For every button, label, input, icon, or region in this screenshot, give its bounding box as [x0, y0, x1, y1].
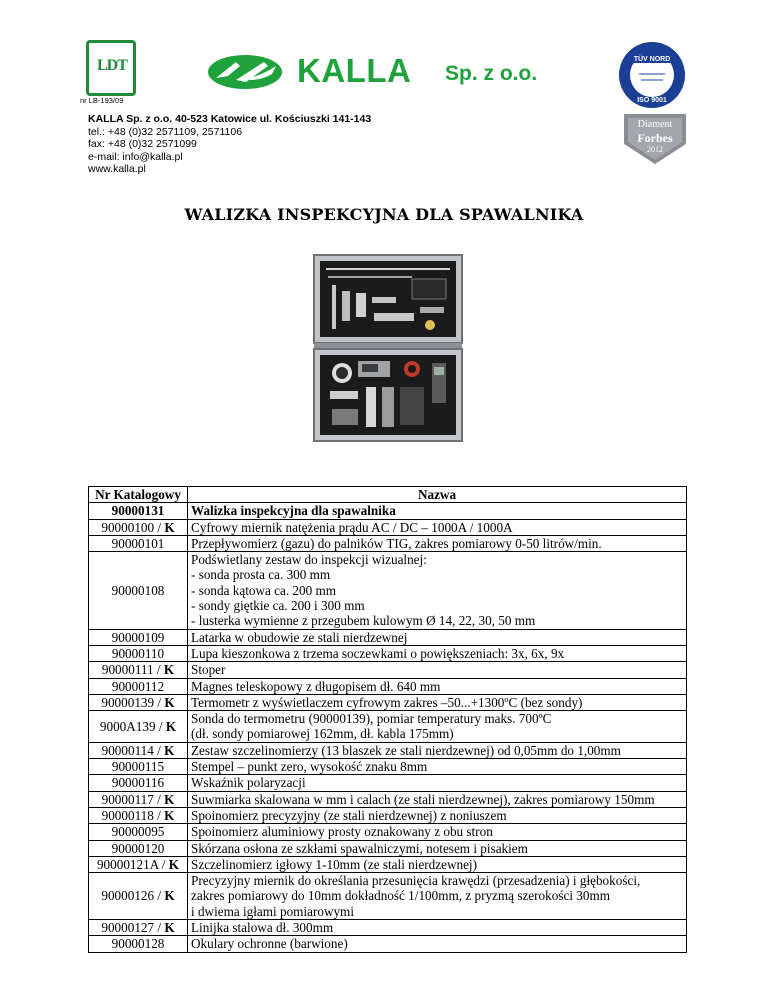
document-title: WALIZKA INSPEKCYJNA DLA SPAWALNIKA: [184, 205, 584, 224]
catalog-number: 90000110: [111, 645, 165, 661]
catalog-number: 90000115: [111, 759, 165, 775]
table-row: [89, 791, 687, 807]
catalog-number-cell: [89, 873, 188, 920]
item-name-line: Cyfrowy miernik natężenia prądu AC / DC – 1000A / 1000A: [191, 519, 513, 535]
catalog-number-cell: [89, 742, 188, 758]
catalog-number-cell: [89, 807, 188, 823]
item-name-cell: [188, 711, 687, 743]
table-row: [89, 856, 687, 872]
table-row: [89, 711, 687, 743]
item-name-cell: [188, 694, 687, 710]
catalog-number: 90000109: [111, 629, 165, 645]
catalog-number: 90000100 /: [101, 519, 165, 535]
item-name-cell: [188, 759, 687, 775]
table-row: [89, 694, 687, 710]
item-name-line: Latarka w obudowie ze stali nierdzewnej: [191, 629, 408, 645]
table-header-row: [89, 487, 687, 503]
catalog-number-cell: [89, 711, 188, 743]
item-name-line: Stempel – punkt zero, wysokość znaku 8mm: [191, 759, 428, 775]
ldt-logo: [80, 40, 138, 106]
catalog-number: 90000111 /: [101, 662, 164, 678]
item-name-line: Podświetlany zestaw do inspekcji wizualnej:: [191, 552, 427, 568]
item-name-cell: [188, 775, 687, 791]
catalog-number-cell: [89, 552, 188, 629]
item-name-line: - sondy giętkie ca. 200 i 300 mm: [191, 598, 365, 614]
catalog-k-marker: K: [163, 662, 175, 678]
tuv-bottom-text: ISO 9001: [637, 97, 667, 104]
table-row: [89, 873, 687, 920]
table-row: [89, 678, 687, 694]
catalog-k-marker: K: [165, 718, 177, 734]
item-name-line: i dwiema igłami pomiarowymi: [191, 903, 354, 919]
fax-line: fax: +48 (0)32 2571099: [88, 138, 197, 151]
item-name-line: Walizka inspekcyjna dla spawalnika: [191, 503, 396, 519]
header-name: Nazwa: [188, 487, 687, 503]
ldt-number: nr LB-193/09: [80, 96, 124, 105]
catalog-number: 90000128: [111, 936, 165, 952]
forbes-line1: Diament: [637, 119, 673, 130]
item-name-cell: [188, 807, 687, 823]
table-row: [89, 807, 687, 823]
catalog-number-cell: [89, 535, 188, 551]
table-row: [89, 645, 687, 661]
catalog-k-marker: K: [168, 856, 180, 872]
ldt-logo-frame: [86, 40, 136, 96]
brand-suffix: Sp. z o.o.: [445, 62, 538, 85]
catalog-number-cell: [89, 936, 188, 952]
item-name-line: (dł. sondy pomiarowej 162mm, dł. kabla 175mm): [191, 726, 454, 742]
tuv-iso-seal-icon: [617, 40, 687, 110]
item-name-cell: [188, 503, 687, 519]
catalog-number: 90000118 /: [101, 807, 165, 823]
company-address: [88, 113, 371, 176]
item-name-cell: [188, 662, 687, 678]
catalog-number-cell: [89, 759, 188, 775]
item-name-line: Wskaźnik polaryzacji: [191, 775, 306, 791]
kalla-leaf-logo-icon: [206, 52, 284, 92]
item-name-line: - sonda prosta ca. 300 mm: [191, 567, 331, 583]
item-name-cell: [188, 920, 687, 936]
table-row: [89, 936, 687, 952]
catalog-number-cell: [89, 678, 188, 694]
item-name-cell: [188, 552, 687, 629]
catalog-number-cell: [89, 645, 188, 661]
item-name-line: Spoinomierz precyzyjny (ze stali nierdzewnej) z noniuszem: [191, 807, 507, 823]
table-row: [89, 519, 687, 535]
catalog-k-marker: K: [164, 791, 175, 807]
catalog-number: 90000095: [111, 824, 165, 840]
catalog-number-cell: [89, 503, 188, 519]
table-row: [89, 552, 687, 629]
catalog-number: 90000101: [111, 535, 165, 551]
item-name-cell: [188, 645, 687, 661]
website-line: www.kalla.pl: [88, 163, 146, 176]
catalog-number: 90000126 /: [101, 888, 165, 904]
item-name-line: Termometr z wyświetlaczem cyfrowym zakres –50...+1300ºC (bez sondy): [191, 694, 583, 710]
item-name-line: Przepływomierz (gazu) do palników TIG, zakres pomiarowy 0-50 litrów/min.: [191, 535, 602, 551]
item-name-line: Spoinomierz aluminiowy prosty oznakowany z obu stron: [191, 824, 493, 840]
item-name-cell: [188, 742, 687, 758]
item-name-line: Precyzyjny miernik do określania przesunięcia krawędzi (przesadzenia) i głębokości,: [191, 873, 641, 889]
brand-name: KALLA: [297, 52, 412, 89]
catalog-k-marker: K: [164, 742, 175, 758]
catalog-number-cell: [89, 824, 188, 840]
inspection-case-photo-icon: [312, 253, 464, 443]
catalog-number: 90000131: [111, 503, 165, 519]
catalog-number-cell: [89, 629, 188, 645]
item-name-cell: [188, 519, 687, 535]
item-name-cell: [188, 840, 687, 856]
catalog-number: 90000120: [111, 840, 165, 856]
catalog-k-marker: K: [164, 519, 175, 535]
item-name-cell: [188, 629, 687, 645]
catalog-number-cell: [89, 662, 188, 678]
item-name-cell: [188, 791, 687, 807]
table-row: [89, 840, 687, 856]
catalog-number-cell: [89, 791, 188, 807]
catalog-number: 90000112: [111, 678, 165, 694]
phone-line: tel.: +48 (0)32 2571109, 2571106: [88, 125, 243, 138]
catalog-number: 90000117 /: [101, 791, 165, 807]
item-name-line: Zestaw szczelinomierzy (13 blaszek ze stali nierdzewnej) od 0,05mm do 1,00mm: [191, 742, 621, 758]
table-row: [89, 742, 687, 758]
item-name-line: Szczelinomierz igłowy 1-10mm (ze stali nierdzewnej): [191, 856, 477, 872]
item-name-line: Lupa kieszonkowa z trzema soczewkami o powiększeniach: 3x, 6x, 9x: [191, 645, 565, 661]
catalog-number: 90000121A /: [96, 856, 169, 872]
item-name-line: Sonda do termometru (90000139), pomiar temperatury maks. 700ºC: [191, 711, 552, 727]
item-name-cell: [188, 535, 687, 551]
company-line: KALLA Sp. z o.o. 40-523 Katowice ul. Kościuszki 141-143: [88, 113, 372, 125]
item-name-cell: [188, 678, 687, 694]
catalog-number: 90000114 /: [101, 742, 165, 758]
forbes-line2: Forbes: [637, 131, 673, 145]
table-row: [89, 920, 687, 936]
catalog-number-cell: [89, 856, 188, 872]
item-name-line: Suwmiarka skalowana w mm i calach (ze stali nierdzewnej), zakres pomiarowy 150mm: [191, 791, 655, 807]
table-row: [89, 759, 687, 775]
item-name-cell: [188, 856, 687, 872]
table-row: [89, 503, 687, 519]
tuv-top-text: TÜV NORD: [633, 56, 671, 63]
catalog-number: 9000A139 /: [99, 718, 166, 734]
email-line: e-mail: info@kalla.pl: [88, 150, 183, 163]
catalog-number: 90000108: [111, 582, 165, 598]
catalog-number-cell: [89, 775, 188, 791]
catalog-number-cell: [89, 694, 188, 710]
item-name-line: Okulary ochronne (barwione): [191, 936, 348, 952]
table-row: [89, 775, 687, 791]
catalog-number: 90000116: [111, 775, 165, 791]
catalog-k-marker: K: [164, 694, 175, 710]
table-row: [89, 629, 687, 645]
table-row: [89, 535, 687, 551]
header-catalog-number: Nr Katalogowy: [89, 487, 188, 503]
item-name-line: Linijka stalowa dł. 300mm: [191, 920, 334, 936]
item-name-line: - lusterka wymienne z przegubem kulowym Ø 14, 22, 30, 50 mm: [191, 613, 536, 629]
item-name-cell: [188, 936, 687, 952]
forbes-diamond-badge-icon: [620, 110, 690, 166]
catalog-k-marker: K: [164, 920, 175, 936]
table-row: [89, 824, 687, 840]
catalog-number-cell: [89, 920, 188, 936]
item-name-line: - sonda kątowa ca. 200 mm: [191, 582, 337, 598]
catalog-number-cell: [89, 840, 188, 856]
item-name-line: zakres pomiarowy do 10mm dokładność 1/100mm, z pryzmą szerokości 30mm: [191, 888, 610, 904]
item-name-line: Skórzana osłona ze szkłami spawalniczymi, notesem i pisakiem: [191, 840, 528, 856]
item-name-cell: [188, 873, 687, 920]
catalog-number-cell: [89, 519, 188, 535]
ldt-logo-text: LDT: [97, 57, 127, 74]
catalog-number: 90000127 /: [101, 920, 165, 936]
catalog-number: 90000139 /: [101, 694, 165, 710]
table-row: [89, 662, 687, 678]
catalog-k-marker: K: [164, 807, 175, 823]
item-name-line: Magnes teleskopowy z długopisem dł. 640 mm: [191, 678, 441, 694]
item-name-line: Stoper: [191, 662, 226, 678]
forbes-year: 2012: [647, 145, 663, 154]
catalog-k-marker: K: [164, 888, 175, 904]
parts-table: [88, 486, 687, 953]
item-name-cell: [188, 824, 687, 840]
